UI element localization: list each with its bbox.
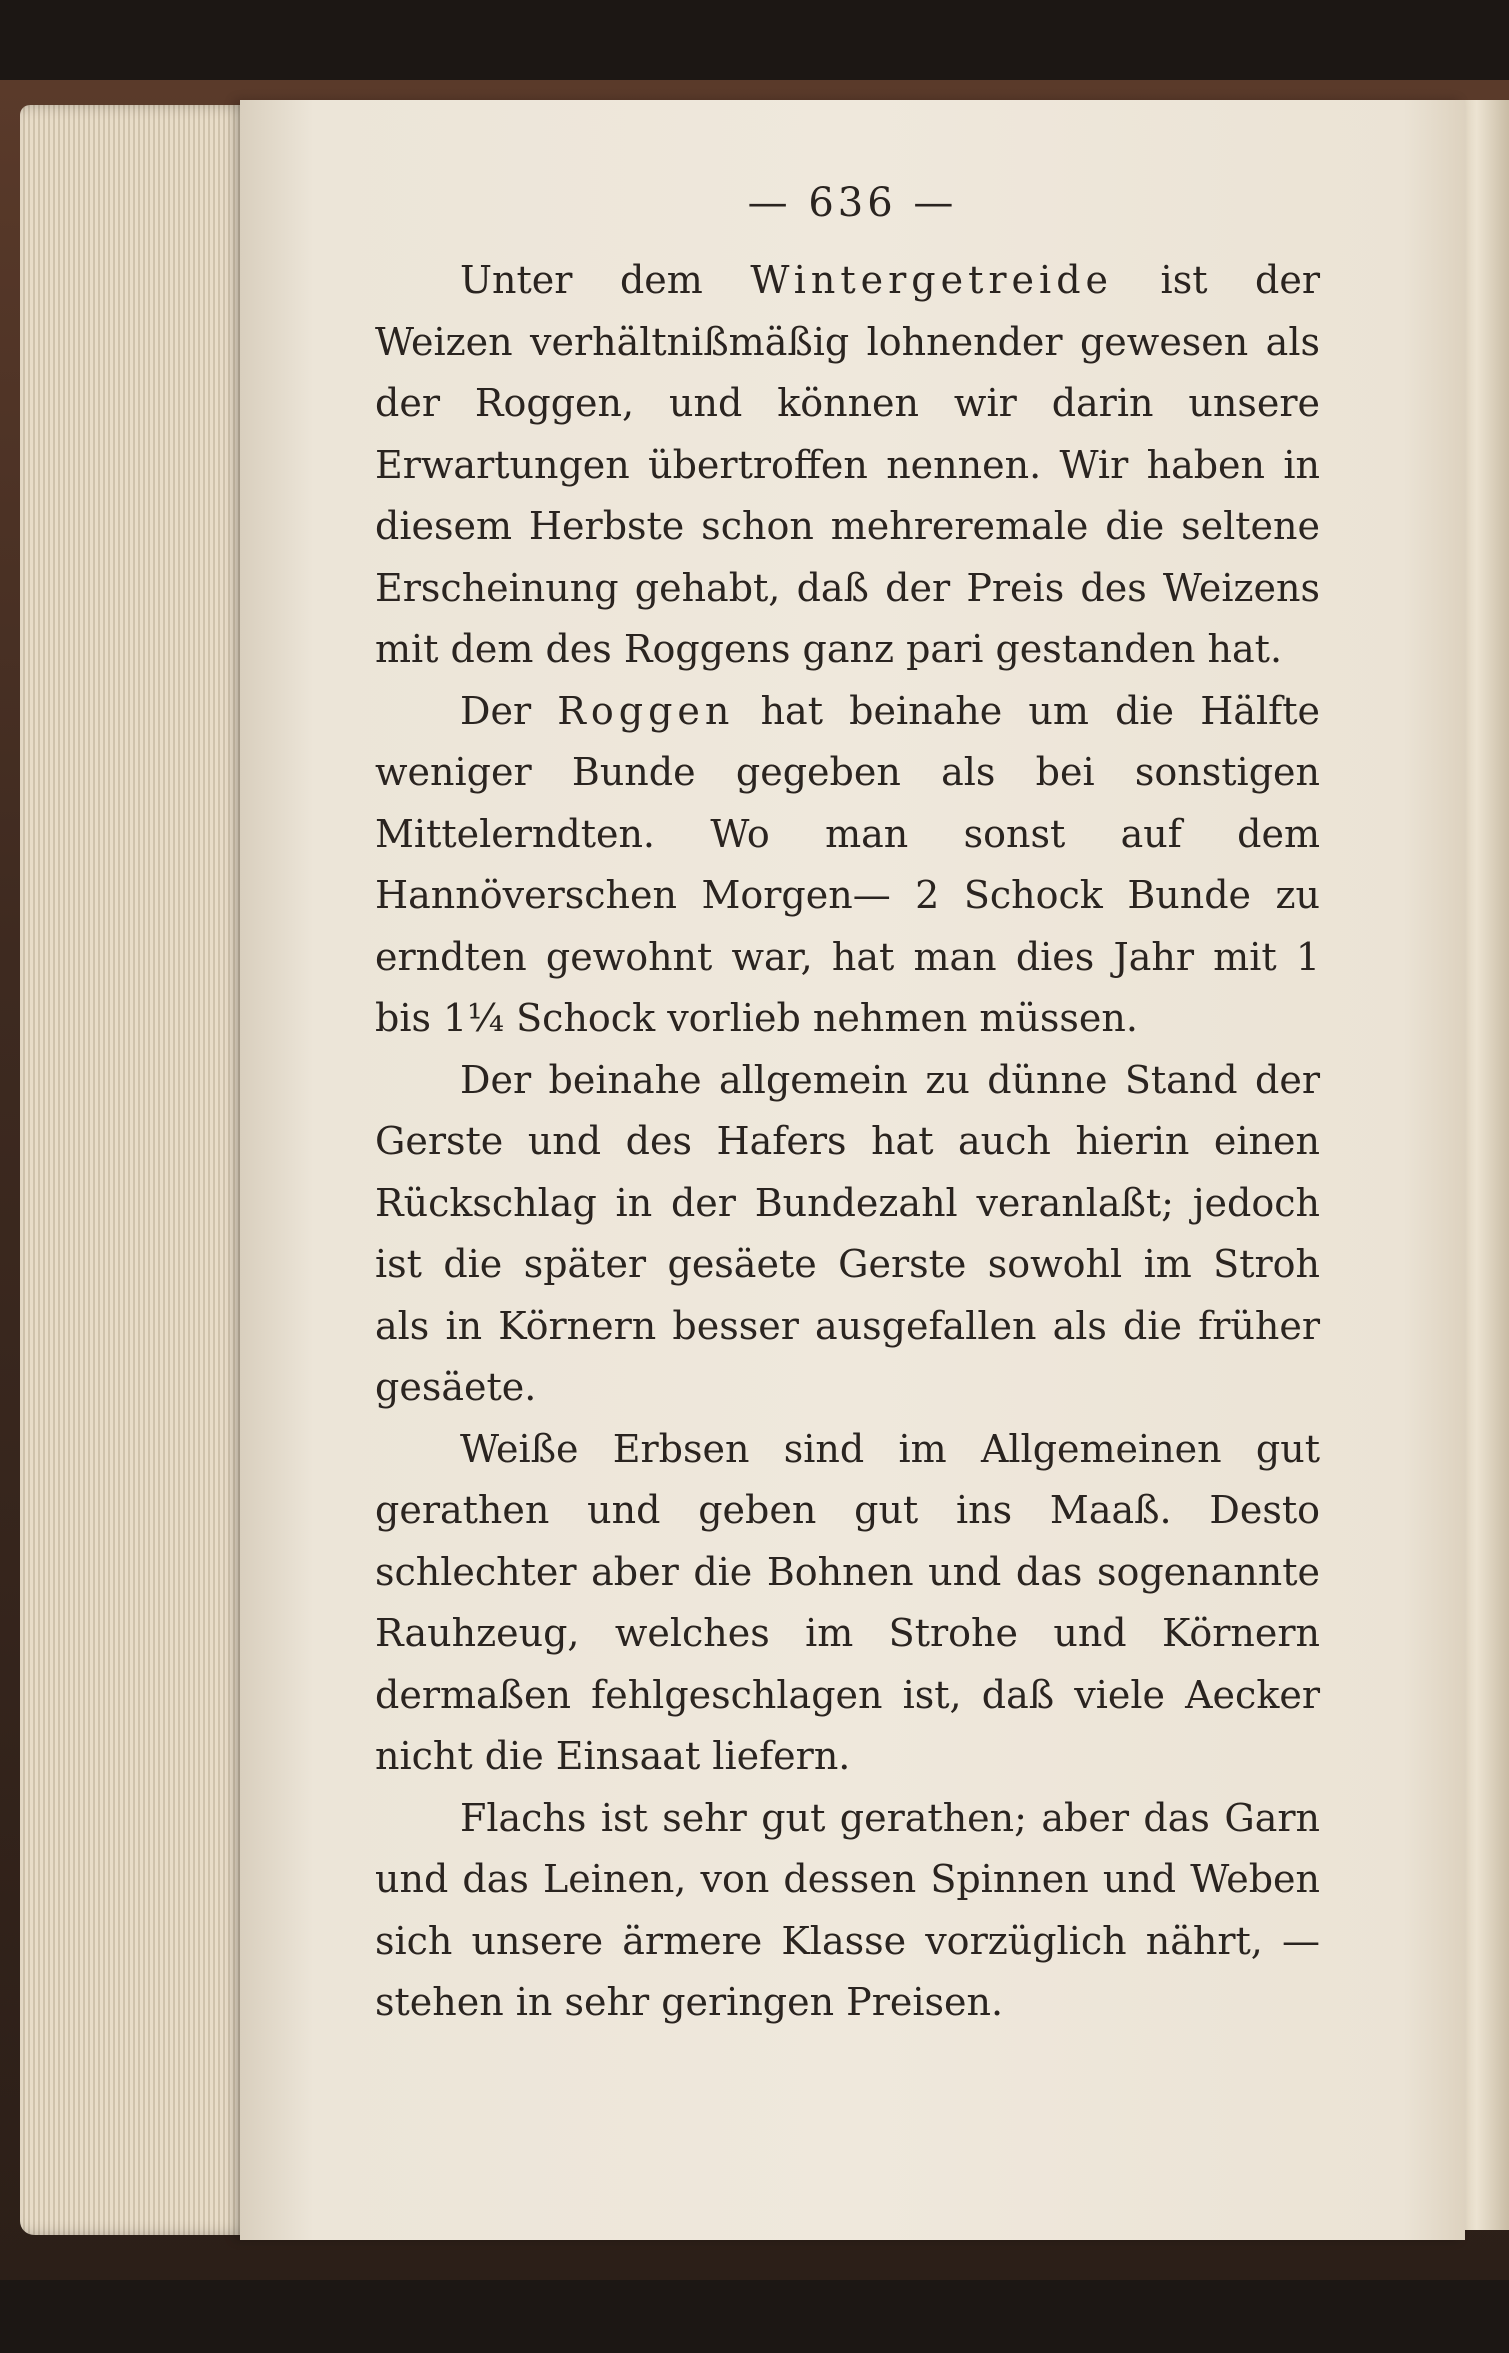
paragraph-gerste-hafer: Der beinahe allgemein zu dünne Stand der Gerste und des Hafers hat auch hierin einen Rückschlag in der Bundezahl veranlaßt; jedoch ist die später gesäete Gerste sowohl im Stroh als in Körnern besser ausgefallen als die früher gesäete. (375, 1057, 1320, 1409)
page-number: — 636 — (747, 180, 958, 226)
page-body (375, 250, 1320, 2034)
paragraph-wintergetreide: Unter dem Wintergetreide ist der Weizen verhältnißmäßig lohnender gewesen als der Roggen, und können wir darin unsere Erwartungen übertroffen nennen. Wir haben in diesem Herbste schon mehreremale die seltene Erscheinung gehabt, daß der Preis des Weizens mit dem des Roggens ganz pari gestanden hat. (375, 258, 1320, 671)
paragraph-erbsen: Weiße Erbsen sind im Allgemeinen gut gerathen und geben gut ins Maaß. Desto schlechter aber die Bohnen und das sogenannte Rauhzeug, welches im Strohe und Körnern dermaßen fehlgeschlagen ist, daß viele Aecker nicht die Einsaat liefern. (375, 1426, 1320, 1778)
page-edges (20, 105, 255, 2235)
book-page (240, 100, 1465, 2240)
emphasis-term: Roggen (557, 688, 735, 733)
paragraph-flachs: Flachs ist sehr gut gerathen; aber das Garn und das Leinen, von dessen Spinnen und Weben sich unsere ärmere Klasse vorzüglich nährt, — stehen in sehr geringen Preisen. (375, 1795, 1320, 2024)
emphasis-term: Wintergetreide (750, 258, 1114, 302)
paragraph-roggen: Der Roggen hat beinahe um die Hälfte weniger Bunde gegeben als bei sonstigen Mittelerndten. Wo man sonst auf dem Hannöverschen Morgen— 2 Schock Bunde zu erndten gewohnt war, hat man dies Jahr mit 1 bis 1¼ Schock vorlieb nehmen müssen. (375, 688, 1320, 1040)
